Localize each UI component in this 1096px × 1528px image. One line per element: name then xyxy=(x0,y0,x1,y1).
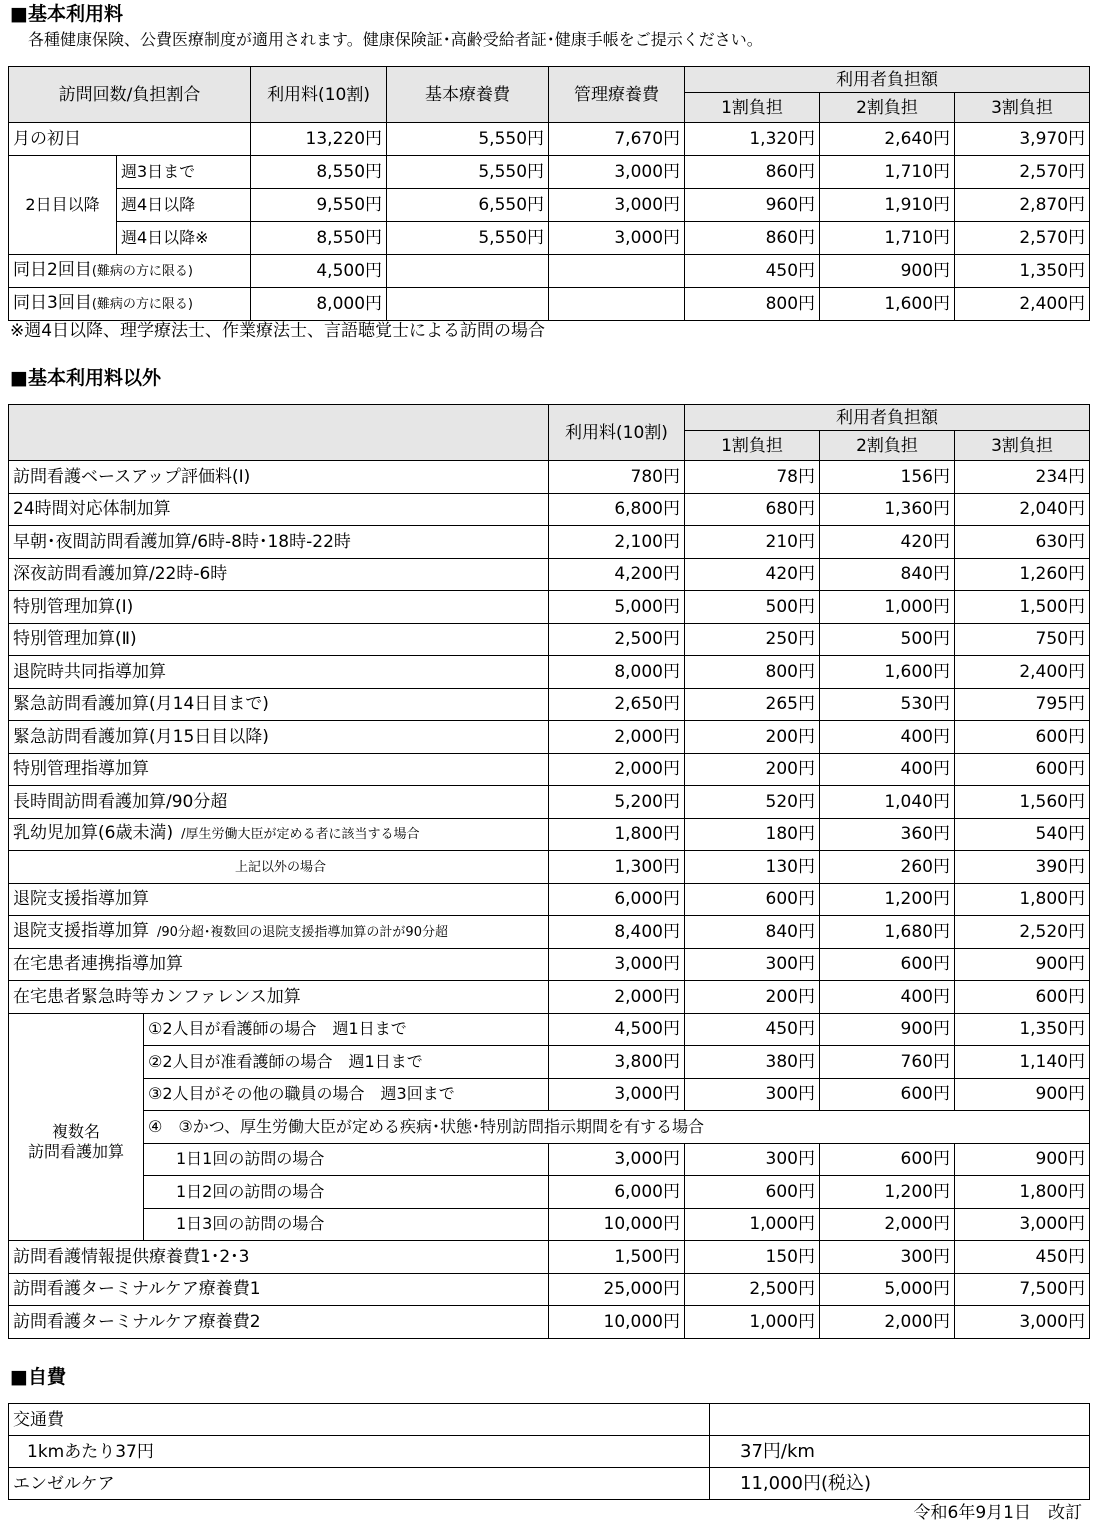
burden2-cell: 600円 xyxy=(820,1078,955,1111)
burden3-cell: 2,570円 xyxy=(955,156,1090,189)
burden2-cell: 600円 xyxy=(820,1143,955,1176)
burden2-cell: 1,360円 xyxy=(820,493,955,526)
fee-cell: 8,550円 xyxy=(251,156,387,189)
fee-cell: 13,220円 xyxy=(251,123,387,156)
header-fee: 利用料(10割) xyxy=(549,405,685,461)
burden2-cell: 300円 xyxy=(820,1241,955,1274)
row-label-main: 訪問看護ベースアップ評価料(Ⅰ) xyxy=(13,466,251,487)
self-pay-label: 1kmあたり37円 xyxy=(9,1436,710,1468)
burden2-cell: 2,000円 xyxy=(820,1306,955,1339)
table-row xyxy=(9,1468,1090,1500)
burden2-cell: 1,710円 xyxy=(820,222,955,255)
burden3-cell: 1,140円 xyxy=(955,1046,1090,1079)
table-row xyxy=(9,189,1090,222)
table-row xyxy=(9,818,1090,851)
burden3-cell: 3,970円 xyxy=(955,123,1090,156)
row-label: 週4日以降※ xyxy=(117,222,251,255)
fee-cell: 1,800円 xyxy=(549,818,685,851)
burden3-cell: 1,350円 xyxy=(955,255,1090,288)
burden1-cell: 380円 xyxy=(685,1046,820,1079)
multi-note-4: ④ ③かつ、厚生労働大臣が定める疾病･状態･特別訪問指示期間を有する場合 xyxy=(144,1111,1090,1144)
table-row xyxy=(9,255,1090,288)
mgmt-cell: 7,670円 xyxy=(549,123,685,156)
row-label xyxy=(9,591,549,624)
fee-cell: 8,550円 xyxy=(251,222,387,255)
table-row xyxy=(9,1013,1090,1046)
row-label: 1日2回の訪問の場合 xyxy=(144,1176,549,1209)
revision-date: 令和6年9月1日 改訂 xyxy=(913,1503,1082,1523)
row-label xyxy=(9,818,549,851)
header-fee: 利用料(10割) xyxy=(251,67,387,123)
fee-cell: 5,200円 xyxy=(549,786,685,819)
burden2-cell: 1,200円 xyxy=(820,1176,955,1209)
burden1-cell: 860円 xyxy=(685,156,820,189)
table-row xyxy=(9,156,1090,189)
table-row xyxy=(9,1306,1090,1339)
row-label xyxy=(9,255,251,288)
burden1-cell: 180円 xyxy=(685,818,820,851)
fee-cell: 9,550円 xyxy=(251,189,387,222)
header-item xyxy=(9,405,549,461)
fee-cell: 2,100円 xyxy=(549,526,685,559)
fee-cell: 6,000円 xyxy=(549,1176,685,1209)
burden1-cell: 300円 xyxy=(685,1078,820,1111)
burden1-cell: 420円 xyxy=(685,558,820,591)
row-label-sub: (難病の方に限る) xyxy=(91,264,193,279)
fee-cell: 2,000円 xyxy=(549,753,685,786)
table-row xyxy=(9,1241,1090,1274)
table-row xyxy=(9,123,1090,156)
burden1-cell: 150円 xyxy=(685,1241,820,1274)
row-label-sub: (難病の方に限る) xyxy=(91,297,193,312)
header-burden-3: 3割負担 xyxy=(955,431,1090,461)
fee-cell: 5,000円 xyxy=(549,591,685,624)
row-label: 訪問看護情報提供療養費1･2･3 xyxy=(9,1241,549,1274)
burden1-cell: 450円 xyxy=(685,255,820,288)
burden3-cell: 3,000円 xyxy=(955,1208,1090,1241)
burden3-cell: 795円 xyxy=(955,688,1090,721)
table-row xyxy=(9,1176,1090,1209)
self-pay-value xyxy=(710,1404,1090,1436)
mgmt-cell xyxy=(549,255,685,288)
burden2-cell: 500円 xyxy=(820,623,955,656)
burden2-cell: 530円 xyxy=(820,688,955,721)
self-pay-table xyxy=(8,1403,1090,1500)
table-row xyxy=(9,1111,1090,1144)
fee-cell: 2,650円 xyxy=(549,688,685,721)
burden2-cell: 156円 xyxy=(820,461,955,494)
section-basic-note: 各種健康保険、公費医療制度が適用されます。健康保険証･高齢受給者証･健康手帳をご提示ください。 xyxy=(28,30,763,49)
fee-cell: 8,000円 xyxy=(251,288,387,321)
burden1-cell: 600円 xyxy=(685,1176,820,1209)
burden2-cell: 2,000円 xyxy=(820,1208,955,1241)
burden2-cell: 1,200円 xyxy=(820,883,955,916)
table-row xyxy=(9,558,1090,591)
burden1-cell: 500円 xyxy=(685,591,820,624)
burden2-cell: 260円 xyxy=(820,851,955,884)
burden2-cell: 1,910円 xyxy=(820,189,955,222)
burden2-cell: 1,600円 xyxy=(820,288,955,321)
row-label-main: 乳幼児加算(6歳未満) xyxy=(13,823,174,844)
burden3-cell: 900円 xyxy=(955,1143,1090,1176)
table-row xyxy=(9,493,1090,526)
fee-cell: 8,000円 xyxy=(549,656,685,689)
row-label-main: 早朝･夜間訪問看護加算/6時-8時･18時-22時 xyxy=(13,531,351,552)
table-row xyxy=(9,1078,1090,1111)
row-label-main: 同日3回目 xyxy=(13,293,92,313)
fee-cell: 780円 xyxy=(549,461,685,494)
burden1-cell: 78円 xyxy=(685,461,820,494)
fee-cell: 4,500円 xyxy=(251,255,387,288)
burden2-cell: 400円 xyxy=(820,981,955,1014)
burden1-cell: 800円 xyxy=(685,656,820,689)
fee-cell: 3,000円 xyxy=(549,1143,685,1176)
fee-cell: 6,000円 xyxy=(549,883,685,916)
row-label-main: 在宅患者緊急時等カンファレンス加算 xyxy=(13,986,301,1007)
burden3-cell: 2,870円 xyxy=(955,189,1090,222)
burden3-cell: 1,260円 xyxy=(955,558,1090,591)
table-row xyxy=(9,1208,1090,1241)
burden3-cell: 390円 xyxy=(955,851,1090,884)
row-label xyxy=(9,558,549,591)
multi-group-label-line2: 訪問看護加算 xyxy=(27,1141,124,1161)
burden3-cell: 1,500円 xyxy=(955,591,1090,624)
row-label-main: 同日2回目 xyxy=(13,260,92,280)
basic-fee-table xyxy=(8,66,1090,321)
header-basic: 基本療養費 xyxy=(387,67,549,123)
fee-cell: 10,000円 xyxy=(549,1306,685,1339)
burden1-cell: 200円 xyxy=(685,753,820,786)
burden1-cell: 300円 xyxy=(685,948,820,981)
row-label-main: 退院時共同指導加算 xyxy=(13,661,166,682)
section-self-pay-title: ■自費 xyxy=(10,1366,66,1388)
burden3-cell: 630円 xyxy=(955,526,1090,559)
basic-cell xyxy=(387,255,549,288)
burden3-cell: 2,400円 xyxy=(955,656,1090,689)
burden3-cell: 1,560円 xyxy=(955,786,1090,819)
burden3-cell: 2,520円 xyxy=(955,916,1090,949)
table-row xyxy=(9,688,1090,721)
row-label xyxy=(9,288,251,321)
header-burden-2: 2割負担 xyxy=(820,431,955,461)
burden1-cell: 840円 xyxy=(685,916,820,949)
row-label xyxy=(9,688,549,721)
burden1-cell: 2,500円 xyxy=(685,1273,820,1306)
section-basic-title: ■基本利用料 xyxy=(10,3,123,25)
fee-cell: 1,300円 xyxy=(549,851,685,884)
burden3-cell: 600円 xyxy=(955,721,1090,754)
header-burden-2: 2割負担 xyxy=(820,93,955,123)
row-label-main: 緊急訪問看護加算(月14日目まで) xyxy=(13,694,269,715)
burden3-cell: 900円 xyxy=(955,1078,1090,1111)
header-burden-1: 1割負担 xyxy=(685,93,820,123)
row-label: 訪問看護ターミナルケア療養費2 xyxy=(9,1306,549,1339)
burden3-cell: 3,000円 xyxy=(955,1306,1090,1339)
table-row xyxy=(9,1436,1090,1468)
table-row xyxy=(9,288,1090,321)
burden3-cell: 1,350円 xyxy=(955,1013,1090,1046)
burden2-cell: 2,640円 xyxy=(820,123,955,156)
burden1-cell: 210円 xyxy=(685,526,820,559)
burden1-cell: 860円 xyxy=(685,222,820,255)
burden1-cell: 520円 xyxy=(685,786,820,819)
burden2-cell: 900円 xyxy=(820,255,955,288)
table-row xyxy=(9,222,1090,255)
row-label-main: 特別管理加算(Ⅰ) xyxy=(13,596,134,617)
burden1-cell: 1,320円 xyxy=(685,123,820,156)
fee-cell: 3,000円 xyxy=(549,1078,685,1111)
burden1-cell: 200円 xyxy=(685,981,820,1014)
burden3-cell: 7,500円 xyxy=(955,1273,1090,1306)
mgmt-cell: 3,000円 xyxy=(549,222,685,255)
table-row xyxy=(9,753,1090,786)
row-label: 訪問看護ターミナルケア療養費1 xyxy=(9,1273,549,1306)
row-label xyxy=(9,623,549,656)
burden3-cell: 2,400円 xyxy=(955,288,1090,321)
row-label: 1日1回の訪問の場合 xyxy=(144,1143,549,1176)
row-label xyxy=(9,851,549,884)
header-burden-group: 利用者負担額 xyxy=(685,67,1090,93)
row-label-sub: 上記以外の場合 xyxy=(235,859,327,875)
burden3-cell: 600円 xyxy=(955,753,1090,786)
row-label xyxy=(9,786,549,819)
row-label: 週4日以降 xyxy=(117,189,251,222)
basic-cell: 5,550円 xyxy=(387,156,549,189)
burden2-cell: 1,710円 xyxy=(820,156,955,189)
self-pay-label: 交通費 xyxy=(9,1404,710,1436)
row-label xyxy=(9,461,549,494)
burden2-cell: 840円 xyxy=(820,558,955,591)
table-row xyxy=(9,1046,1090,1079)
row-label xyxy=(9,948,549,981)
row-label xyxy=(9,721,549,754)
burden2-cell: 400円 xyxy=(820,753,955,786)
row-label: ③2人目がその他の職員の場合 週3回まで xyxy=(144,1078,549,1111)
table-row xyxy=(9,656,1090,689)
table-row xyxy=(9,916,1090,949)
burden3-cell: 1,800円 xyxy=(955,883,1090,916)
basic-cell: 6,550円 xyxy=(387,189,549,222)
row-label-main: 在宅患者連携指導加算 xyxy=(13,954,183,975)
fee-cell: 25,000円 xyxy=(549,1273,685,1306)
burden2-cell: 400円 xyxy=(820,721,955,754)
table-row xyxy=(9,461,1090,494)
burden2-cell: 1,680円 xyxy=(820,916,955,949)
mgmt-cell: 3,000円 xyxy=(549,189,685,222)
burden1-cell: 300円 xyxy=(685,1143,820,1176)
burden1-cell: 960円 xyxy=(685,189,820,222)
table-row xyxy=(9,851,1090,884)
row-label xyxy=(9,656,549,689)
fee-cell: 2,000円 xyxy=(549,721,685,754)
fee-cell: 2,000円 xyxy=(549,981,685,1014)
row-label xyxy=(9,981,549,1014)
burden3-cell: 750円 xyxy=(955,623,1090,656)
section-other-title: ■基本利用料以外 xyxy=(10,367,161,389)
burden2-cell: 1,000円 xyxy=(820,591,955,624)
header-mgmt: 管理療養費 xyxy=(549,67,685,123)
basic-cell: 5,550円 xyxy=(387,123,549,156)
burden1-cell: 600円 xyxy=(685,883,820,916)
fee-cell: 8,400円 xyxy=(549,916,685,949)
table-row xyxy=(9,526,1090,559)
mgmt-cell: 3,000円 xyxy=(549,156,685,189)
row-label xyxy=(9,493,549,526)
basic-cell: 5,550円 xyxy=(387,222,549,255)
burden2-cell: 420円 xyxy=(820,526,955,559)
row-label xyxy=(9,916,549,949)
burden3-cell: 1,800円 xyxy=(955,1176,1090,1209)
row-label-main: 長時間訪問看護加算/90分超 xyxy=(13,791,228,812)
burden3-cell: 2,570円 xyxy=(955,222,1090,255)
burden2-cell: 1,040円 xyxy=(820,786,955,819)
row-label-main: 特別管理指導加算 xyxy=(13,759,149,780)
fee-cell: 10,000円 xyxy=(549,1208,685,1241)
burden3-cell: 2,040円 xyxy=(955,493,1090,526)
burden3-cell: 900円 xyxy=(955,948,1090,981)
burden1-cell: 1,000円 xyxy=(685,1208,820,1241)
fee-cell: 4,200円 xyxy=(549,558,685,591)
burden2-cell: 5,000円 xyxy=(820,1273,955,1306)
row-label-main: 退院支援指導加算 xyxy=(13,920,149,941)
group-label-day2: 2日目以降 xyxy=(9,156,117,255)
row-label xyxy=(9,526,549,559)
table-row xyxy=(9,883,1090,916)
fee-cell: 3,800円 xyxy=(549,1046,685,1079)
table-row xyxy=(9,623,1090,656)
row-label-sub: /90分超･複数回の退院支援指導加算の計が90分超 xyxy=(157,924,448,940)
row-label: ①2人目が看護師の場合 週1日まで xyxy=(144,1013,549,1046)
row-label xyxy=(9,883,549,916)
burden3-cell: 450円 xyxy=(955,1241,1090,1274)
other-fee-table xyxy=(8,404,1090,1339)
burden2-cell: 360円 xyxy=(820,818,955,851)
basic-cell xyxy=(387,288,549,321)
self-pay-value: 37円/km xyxy=(710,1436,1090,1468)
burden2-cell: 760円 xyxy=(820,1046,955,1079)
fee-cell: 1,500円 xyxy=(549,1241,685,1274)
table-row xyxy=(9,1404,1090,1436)
header-visits: 訪問回数/負担割合 xyxy=(9,67,251,123)
table-row xyxy=(9,721,1090,754)
burden1-cell: 265円 xyxy=(685,688,820,721)
burden1-cell: 450円 xyxy=(685,1013,820,1046)
row-label: ②2人目が准看護師の場合 週1日まで xyxy=(144,1046,549,1079)
burden3-cell: 540円 xyxy=(955,818,1090,851)
fee-cell: 2,500円 xyxy=(549,623,685,656)
row-label xyxy=(9,753,549,786)
table-row xyxy=(9,786,1090,819)
fee-cell: 6,800円 xyxy=(549,493,685,526)
fee-cell: 3,000円 xyxy=(549,948,685,981)
row-label: 月の初日 xyxy=(9,123,251,156)
table-row xyxy=(9,948,1090,981)
burden1-cell: 680円 xyxy=(685,493,820,526)
burden1-cell: 250円 xyxy=(685,623,820,656)
self-pay-label: エンゼルケア xyxy=(9,1468,710,1500)
mgmt-cell xyxy=(549,288,685,321)
burden3-cell: 600円 xyxy=(955,981,1090,1014)
multi-group-label-line1: 複数名 xyxy=(51,1121,100,1141)
header-burden-1: 1割負担 xyxy=(685,431,820,461)
row-label-sub: /厚生労働大臣が定める者に該当する場合 xyxy=(181,827,420,843)
burden1-cell: 1,000円 xyxy=(685,1306,820,1339)
burden2-cell: 900円 xyxy=(820,1013,955,1046)
burden1-cell: 130円 xyxy=(685,851,820,884)
header-burden-3: 3割負担 xyxy=(955,93,1090,123)
burden3-cell: 234円 xyxy=(955,461,1090,494)
multi-group-label xyxy=(9,1013,144,1241)
row-label: 1日3回の訪問の場合 xyxy=(144,1208,549,1241)
row-label-main: 退院支援指導加算 xyxy=(13,889,149,910)
burden1-cell: 200円 xyxy=(685,721,820,754)
burden1-cell: 800円 xyxy=(685,288,820,321)
self-pay-value: 11,000円(税込) xyxy=(710,1468,1090,1500)
table-row xyxy=(9,591,1090,624)
table-row xyxy=(9,981,1090,1014)
row-label-main: 深夜訪問看護加算/22時-6時 xyxy=(13,564,228,585)
section-basic-footnote: ※週4日以降、理学療法士、作業療法士、言語聴覚士による訪問の場合 xyxy=(10,321,546,341)
burden2-cell: 600円 xyxy=(820,948,955,981)
row-label-main: 24時間対応体制加算 xyxy=(13,499,171,520)
row-label-main: 緊急訪問看護加算(月15日目以降) xyxy=(13,726,269,747)
table-row xyxy=(9,1273,1090,1306)
burden2-cell: 1,600円 xyxy=(820,656,955,689)
row-label: 週3日まで xyxy=(117,156,251,189)
table-row xyxy=(9,1143,1090,1176)
row-label-main: 特別管理加算(Ⅱ) xyxy=(13,629,137,650)
fee-cell: 4,500円 xyxy=(549,1013,685,1046)
header-burden-group: 利用者負担額 xyxy=(685,405,1090,431)
